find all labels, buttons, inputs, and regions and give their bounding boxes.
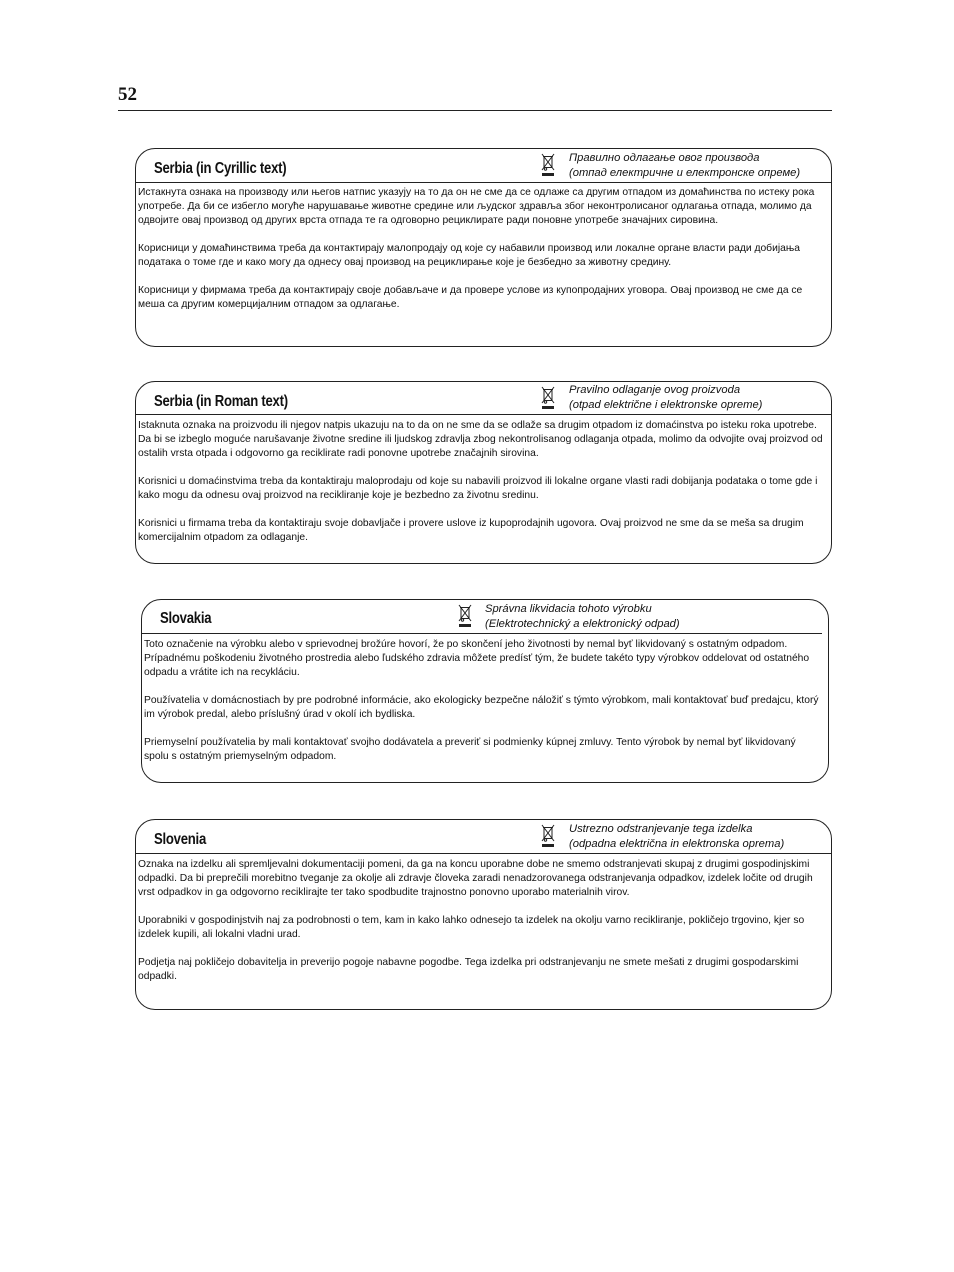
paragraph: Toto označenie na výrobku alebo v sprievodnej brožúre hovorí, že po skončení jeho životnosti by nemal byť likvidovaný s ostatným odpadom. Prípadnému poškodeniu životného prostredia alebo ľudského zdravia môžete predísť tým, že budete takéto typy výrobkov oddelovat od ostatného odpadu a vrátite ich na recykláciu. [144,639,810,679]
paragraph: Корисници у домаћинствима треба да контактирају малопродају од које су набавили производ или локалне органе власти ради добијања података о томе где и како могу да однесу овај производ на рециклирање које је безбедно за животну средину. [138,243,800,269]
heading-line-2: (otpad električne i elektronske opreme) [569,399,763,411]
section-title: Slovenia [154,831,206,848]
heading-line-2: (odpadna električna in elektronska oprema) [569,838,785,850]
paragraph: Používatelia v domácnostiach by pre podrobné informácie, ako ekologicky bezpečne náložiť s týmto výrobkom, mali kontaktovať buď predajcu, ktorý im výrobok predal, alebo príslušný úrad v okolí ich bydliska. [144,695,819,721]
heading-line-1: Pravilno odlaganje ovog proizvoda [569,384,741,396]
paragraph: Корисници у фирмама треба да контактирају своје добављаче и да провере услове из купопродајних уговора. Овај производ не сме да се меша са другим комерцијалним отпадом за одлагање. [138,285,803,311]
heading-rule [136,414,831,415]
section-body [138,186,830,326]
heading-rule [142,633,822,634]
weee-bin-icon [541,386,555,410]
section-body [138,419,828,559]
section-body [144,638,822,778]
paragraph: Oznaka na izdelku ali spremljevalni dokumentaciji pomeni, da ga na koncu uporabne dobe ne smemo odstranjevati skupaj z drugimi gospodinjskimi odpadki. Da bi preprečili morebitno tveganje za okolje ali zdravje človeka zaradi nenadzorovanega odstranjevanja odpadkov, izdelek ločite od drugih vrst odpadkov in ga odgovorno reciklirajte ter tako spodbudite trajnostno ponovno uporabo materialnih virov. [138,859,813,899]
paragraph: Korisnici u domaćinstvima treba da kontaktiraju maloprodaju od koje su nabavili proizvod ili lokalne organe vlasti radi dobijanja podataka o tome gde i kako mogu da odnesu ovaj proizvod na recikliranje koje je bezbedno za životnu sredinu. [138,476,818,502]
heading-line-2: (отпад електричне и електронске опреме) [569,167,801,179]
paragraph: Podjetja naj pokličejo dobavitelja in preverijo pogoje nabavne pogodbe. Tega izdelka pri odstranjevanju ne smete mešati z drugimi gospodarskimi odpadki. [138,957,799,983]
heading-line-1: Ustrezno odstranjevanje tega izdelka [569,823,753,835]
heading-rule [136,853,831,854]
section-body [138,858,828,998]
heading-rule [136,182,831,183]
paragraph: Истакнута ознака на производу или његов натпис указују на то да он не сме да се одлаже са другим отпадом из домаћинства по истеку рока употребе. Да би се избегло могуће нарушавање животне средине или људског здравља због неконтролисаног одлагања отпада, молимо да одвојите овај производ од других врста отпада те га одговорно рециклирате ради поновне употребе значајних сировина. [138,187,815,227]
weee-bin-icon [541,824,555,848]
weee-bin-icon [541,153,555,177]
paragraph: Priemyselní používatelia by mali kontaktovať svojho dodávatela a preveriť si podmienky kúpnej zmluvy. Tento výrobok by nemal byť likvidovaný spolu s ostatným priemyselným odpadom. [144,737,796,763]
section-title: Slovakia [160,610,212,627]
heading-line-2: (Elektrotechnický a elektronický odpad) [485,618,680,630]
weee-bin-icon [458,604,472,628]
paragraph: Korisnici u firmama treba da kontaktiraju svoje dobavljače i provere uslove iz kupoprodajnih ugovora. Ovaj proizvod ne sme da se meša sa drugim komercijalnim otpadom za odlaganje. [138,518,804,544]
section-title: Serbia (in Roman text) [154,393,288,410]
paragraph: Uporabniki v gospodinjstvih naj za podrobnosti o tem, kam in kako lahko odnesejo ta izdelek na okolju varno recikliranje, pokličejo trgovino, kjer so izdelek kupili, ali lokalni vladni urad. [138,915,805,941]
heading-line-1: Správna likvidacia tohoto výrobku [485,603,652,615]
top-rule [118,110,832,111]
paragraph: Istaknuta oznaka na proizvodu ili njegov natpis ukazuju na to da on ne sme da se odlaže sa drugim otpadom iz domaćinstva po isteku roka upotrebe. Da bi se izbeglo moguće narušavanje životne sredine ili ljudskog zdravlja zbog nekontrolisanog odlaganja otpada, molimo da odvojite ovaj proizvod od ostalih vrsta otpada i odgovorno ga reciklirate radi ponovne upotrebe značajnih sirovina. [138,420,823,460]
page-number: 52 [118,84,137,105]
section-title: Serbia (in Cyrillic text) [154,160,287,177]
heading-line-1: Правилно одлагање овог производа [569,152,760,164]
